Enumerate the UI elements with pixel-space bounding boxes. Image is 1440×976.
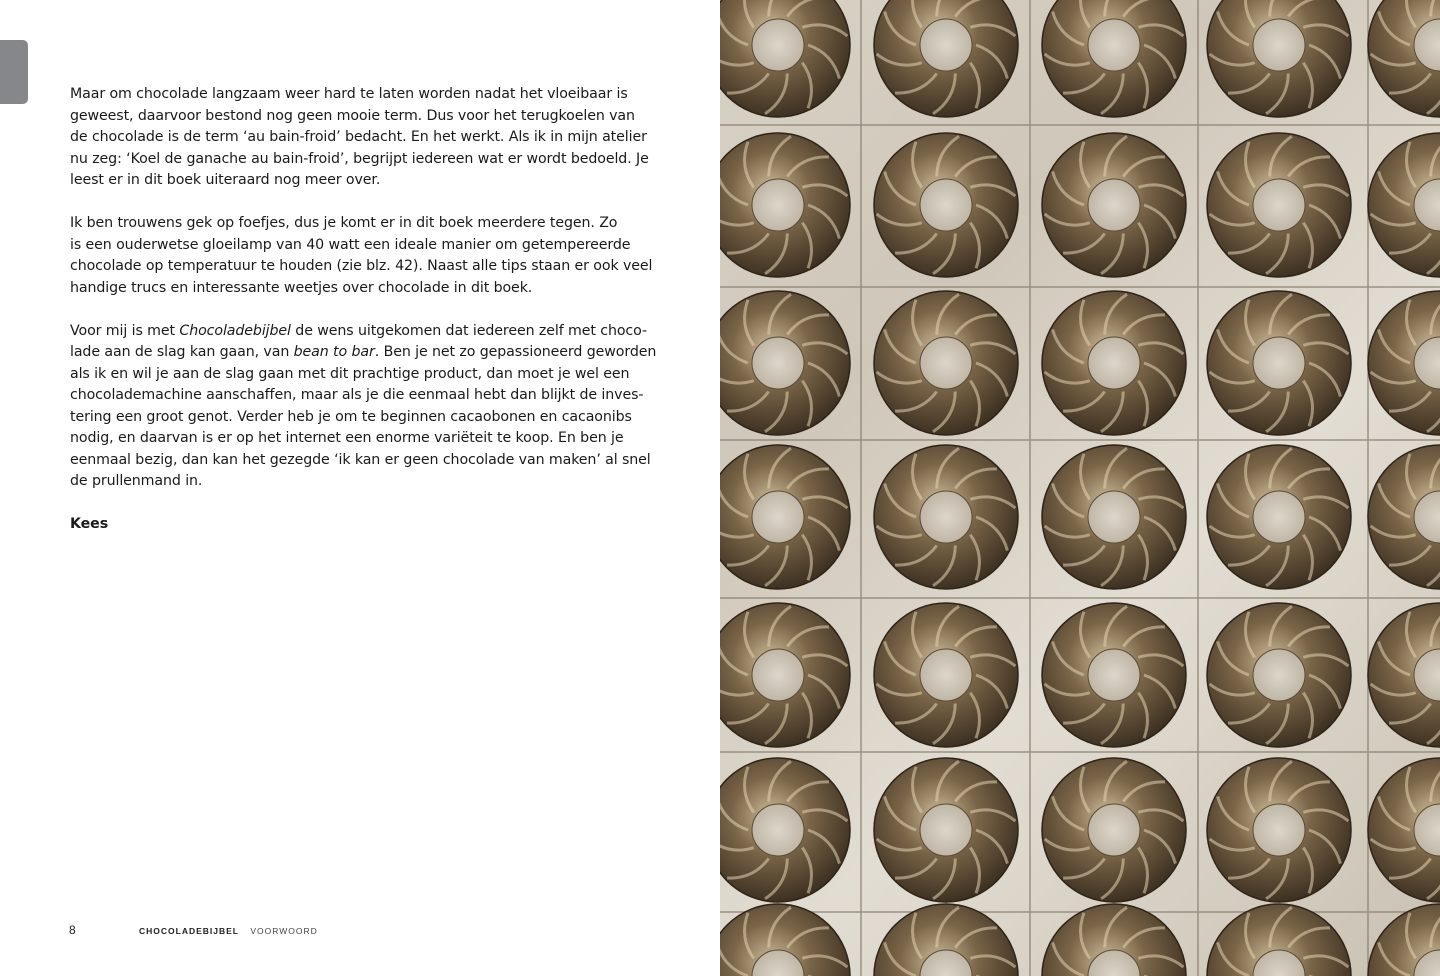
text-line: nodig, en daarvan is er op het internet een enorme variëteit te koop. En ben je [70, 430, 624, 446]
text-run: lade aan de slag kan gaan, van [70, 344, 294, 360]
running-head-book-title: CHOCOLADEBIJBEL [139, 926, 240, 936]
page-tab-marker [0, 40, 28, 104]
chocolate-mold-photo [720, 0, 1440, 976]
text-run: de wens uitgekomen dat iedereen zelf met choco- [290, 322, 647, 339]
mold-tray-illustration [720, 0, 1440, 976]
text-line: Maar om chocolade langzaam weer hard te laten worden nadat het vloeibaar is [70, 86, 628, 102]
running-head [139, 926, 318, 936]
text-line [70, 342, 657, 364]
body-text [70, 84, 657, 536]
text-run: . Ben je net zo gepassioneerd geworden [374, 344, 657, 360]
book-title-italic: Chocoladebijbel [179, 322, 291, 339]
text-line: geweest, daarvoor bestond nog geen mooie term. Dus voor het terugkoelen van [70, 107, 635, 124]
text-line: tering een groot genot. Verder heb je om te beginnen cacaobonen en cacaonibs [70, 408, 632, 425]
signature: Kees [70, 516, 109, 532]
text-line: is een ouderwetse gloeilamp van 40 watt een ideale manier om getempereerde [70, 236, 631, 253]
text-line: leest er in dit boek uiteraard nog meer over. [70, 172, 381, 188]
phrase-italic: bean to bar [293, 344, 375, 360]
paragraph-3 [70, 321, 657, 493]
text-run: Voor mij is met [70, 322, 180, 339]
text-line: de prullenmand in. [70, 473, 203, 489]
text-line: nu zeg: ‘Koel de ganache au bain-froid’, begrijpt iedereen wat er wordt bedoeld. Je [70, 150, 649, 167]
text-line: handige trucs en interessante weetjes over chocolade in dit boek. [70, 279, 533, 296]
text-line: chocolade op temperatuur te houden (zie blz. 42). Naast alle tips staan er ook veel [70, 258, 653, 274]
text-line: chocolademachine aanschaffen, maar als je die eenmaal hebt dan blijkt de inves- [70, 387, 644, 403]
running-head-section: VOORWOORD [250, 926, 318, 936]
paragraph-1 [70, 84, 649, 192]
page-number: 8 [69, 923, 76, 937]
text-line: de chocolade is de term ‘au bain-froid’ bedacht. En het werkt. Als ik in mijn atelier [70, 129, 647, 145]
text-line: eenmaal bezig, dan kan het gezegde ‘ik kan er geen chocolade van maken’ al snel [70, 451, 651, 468]
text-line [70, 321, 647, 343]
text-line: als ik en wil je aan de slag gaan met dit prachtige product, dan moet je wel een [70, 365, 630, 382]
text-line: Ik ben trouwens gek op foefjes, dus je komt er in dit boek meerdere tegen. Zo [70, 215, 618, 231]
paragraph-2 [70, 213, 653, 299]
